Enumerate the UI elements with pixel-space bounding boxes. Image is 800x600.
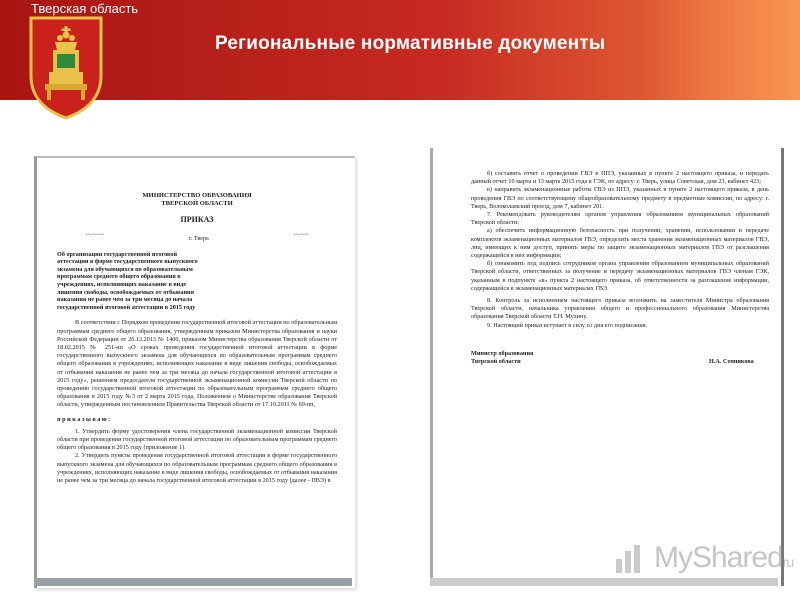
item-7b: б) ознакомить под подпись сотрудников органа управления образованием муниципальных образований Тверской области, ответственных за получение и передачу экзаменационных материалов ГВЭ членам ГЭК, указанным в подпункте «в» пункта 2 настоящего приказа, об ответственности за разглашение информации, содержащейся в экзаменационных материалах ГВЭ.: [471, 260, 769, 292]
order-command: п р и к а з ы в а ю :: [57, 415, 111, 423]
item-8: 8. Контроль за исполнением настоящего приказа возложить на заместителя Министра образования Тверской области, начальника управления общего и профессионального образования Министерства образования Тверской области Т.Н. Мухину.: [471, 297, 769, 321]
item-7: 7. Рекомендовать руководителям органов управления образованием муниципальных образований Тверской области:: [471, 211, 769, 227]
order-item-2: 2. Утвердить пункты проведения государственной итоговой аттестации в форме государственного выпускного экзамена для обучающихся по образовательным программам среднего общего образования в учреждениях, исполняющих наказание в виде лишения свободы, освобождаемых от отбывания наказания не ранее чем за три месяца до начала государственной итоговой аттестации в 2015 году (далее - ПВЭ) в: [57, 452, 337, 485]
document-page-left: [34, 156, 355, 588]
order-date-handwritten: ~~~~~: [85, 230, 104, 239]
watermark: [608, 535, 794, 579]
left-doc-content: [57, 192, 337, 485]
watermark-logo-icon: [612, 537, 650, 575]
order-preamble: В соответствии с Порядком проведения государственной итоговой аттестации по образовательным программам среднего общего образования, утвержденным приказом Министерства образования и науки Российской Федерации от 26.12.2013 № 1400, приказом Министерства образования Тверской области от 18.02.2015 № 251-нп «О сроках проведения государственной итоговой аттестации в форме государственного выпускного экзамена для обучающихся по образовательным программам среднего общего образования в учреждениях, исполняющих наказание в виде лишения свободы, освобождаемых от отбывания наказания не ранее чем за три месяца до начала государственной итоговой аттестации в 2015 году», решением председателя государственной экзаменационной комиссии Тверской области по проведению государственной итоговой аттестации по образовательным программам среднего общего образования в 2015 году №3 от 2 марта 2015 года, Положением о Министерстве образования Тверской области, утвержденным постановлением Правительства Тверской области от 17.10.2011 № 69-пп,: [57, 319, 337, 409]
signature-block: [471, 350, 769, 376]
signature-name: Н.А. Сенникова: [709, 357, 754, 365]
watermark-text: MySharedru: [654, 541, 794, 574]
tver-coat-of-arms-icon: [27, 14, 105, 120]
signature-title-2: Тверской области: [471, 357, 521, 365]
region-label: Тверская область: [31, 1, 139, 16]
item-6v: в) направить экзаменационные работы ГВЭ из ППЭ, указанных в пункте 2 настоящего приказа, в день проведения ГВЭ по соответствующему общеобразовательному предмету в предметные комиссии, по адресу: г. Тверь, Волоколамский проезд, дом 7, кабинет 201.: [471, 186, 769, 210]
document-page-right: [430, 148, 784, 586]
region-heading: ТВЕРСКОЙ ОБЛАСТИ: [161, 200, 233, 208]
item-7a: а) обеспечить информационную безопасность при получении, хранении, использовании и передаче комплектов экзаменационных материалов ГВЭ, определить места хранения экзаменационных материалов ГВЭ, лиц, имеющих к ним доступ, принять меры по защите экзаменационных материалов ГВЭ от разглашения содержащейся в них информации;: [471, 227, 769, 260]
banner-glow: [640, 0, 800, 100]
header-banner: [0, 0, 800, 100]
order-item-1: 1. Утвердить форму удостоверения члена государственной экзаменационной комиссии Тверской области при проведении государственной итоговой аттестации по образовательным программам среднего общего образования в 2015 году (приложение 1).: [57, 427, 337, 452]
item-9: 9. Настоящий приказ вступает в силу со дня его подписания.: [487, 321, 648, 329]
city-label: г. Тверь: [189, 234, 209, 242]
right-page-bottom-edge: [430, 578, 778, 586]
item-6b: б) составить отчет о проведении ГВЭ в ППЭ, указанных в пункте 2 настоящего приказа, и передать данный отчет 10 марта и 13 марта 2015 года в ГЭК, по адресу: г. Тверь, улица Советская, дом 23, кабинет 423;: [471, 170, 769, 186]
ministry-heading: МИНИСТЕРСТВО ОБРАЗОВАНИЯ: [142, 192, 252, 199]
order-heading: ПРИКАЗ: [180, 215, 214, 225]
page-title: Региональные нормативные документы: [215, 33, 606, 54]
signature-title-1: Министр образования: [471, 349, 534, 357]
order-number-handwritten: ~~~~: [293, 230, 309, 239]
right-doc-content: [471, 170, 769, 376]
order-subject: Об организации государственной итоговой аттестации в форме государственного выпускного экзамена для обучающихся по образовательным программам среднего общего образования в учреждениях, исполняющих наказание в виде лишения свободы, освобождаемых от отбывания наказания не ранее чем за три месяца до начала государственной итоговой аттестации в 2015 году: [57, 250, 198, 311]
left-page-bottom-edge: [34, 578, 352, 586]
